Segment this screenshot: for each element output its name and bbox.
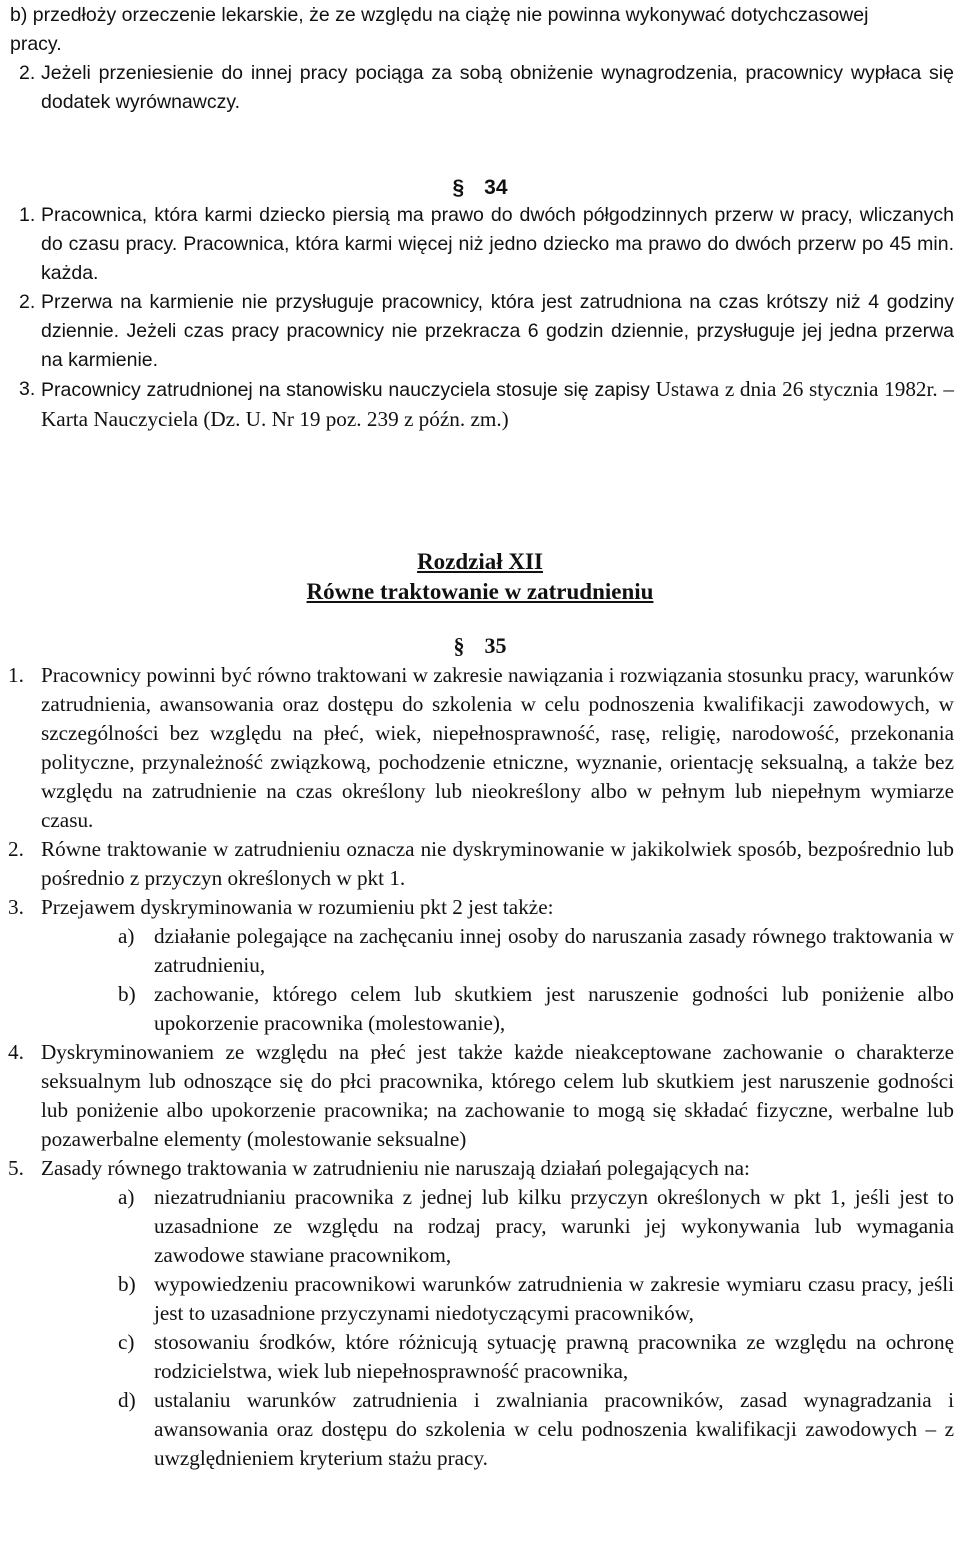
section-sign: §	[453, 633, 465, 658]
paragraph-text: Przejawem dyskryminowania w rozumieniu pkt 2 jest także:	[41, 895, 554, 919]
paragraph-number: 3.	[19, 378, 36, 400]
section-number: 35	[484, 633, 507, 658]
statute-citation: Ustawa z dnia 26 stycznia 1982r. – Karta Nauczyciela (Dz. U. Nr 19 poz. 239 z późn. zm.)	[41, 377, 954, 431]
s35-paragraph-2	[8, 835, 954, 893]
chapter-title: Rozdział XII	[417, 549, 543, 574]
item-label: b)	[10, 4, 28, 26]
paragraph-2	[19, 59, 954, 117]
paragraph-number: 1.	[8, 663, 24, 687]
paragraph-number: 2.	[19, 291, 36, 313]
s35-p5-item-a	[118, 1183, 954, 1270]
paragraph-number: 2.	[19, 62, 36, 84]
s35-p3-item-a	[118, 922, 954, 980]
item-text: przedłoży orzeczenie lekarskie, że ze względu na ciążę nie powinna wykonywać dotychczasowej pracy.	[10, 4, 869, 55]
section-sign: §	[452, 176, 465, 199]
paragraph-text: Zasady równego traktowania w zatrudnieniu nie naruszają działań polegających na:	[41, 1156, 750, 1180]
paragraph-number: 3.	[8, 895, 24, 919]
s35-p5-item-b	[118, 1270, 954, 1328]
section-35-heading	[0, 631, 960, 660]
item-text: wypowiedzeniu pracownikowi warunków zatrudnienia w zakresie wymiaru czasu pracy, jeśli jest to uzasadnione przyczynami niedotyczącymi pracowników,	[154, 1272, 954, 1325]
section-35-body	[8, 661, 954, 1473]
s35-paragraph-1	[8, 661, 954, 835]
paragraph-text: Przerwa na karmienie nie przysługuje pracownicy, która jest zatrudniona na czas krótszy niż 4 godziny dziennie. Jeżeli czas pracy pracownicy nie przekracza 6 godzin dziennie, przysługuje jej jedna przerwa na karmienie.	[41, 291, 954, 371]
paragraph-text: Pracownicy zatrudnionej na stanowisku nauczyciela stosuje się zapisy	[41, 379, 650, 401]
s35-paragraph-5	[8, 1154, 954, 1183]
paragraph-number: 5.	[8, 1156, 24, 1180]
item-label: d)	[118, 1388, 136, 1412]
item-text: niezatrudnianiu pracownika z jednej lub kilku przyczyn określonych w pkt 1, jeśli jest to uzasadnione ze względu na rodzaj pracy, warunki jej wykonywania lub wymagania zawodowe stawiane pracownikom,	[154, 1185, 954, 1267]
item-text: ustalaniu warunków zatrudnienia i zwalniania pracowników, zasad wynagradzania i awansowania oraz dostępu do szkolenia w celu podnoszenia kwalifikacji zawodowych – z uwzględnieniem kryterium stażu pracy.	[154, 1388, 954, 1470]
item-text: stosowaniu środków, które różnicują sytuację prawną pracownika ze względu na ochronę rodzicielstwa, wiek lub niepełnosprawność pracownika,	[154, 1330, 954, 1383]
paragraph-2-block	[19, 59, 954, 117]
section-34-body	[19, 201, 954, 435]
paragraph-text: Pracownica, która karmi dziecko piersią ma prawo do dwóch półgodzinnych przerw w pracy, wliczanych do czasu pracy. Pracownica, która karmi więcej niż jedno dziecko ma prawo do dwóch przerw po 45 min. każda.	[41, 204, 954, 284]
item-label: a)	[118, 1185, 135, 1209]
s35-p5-item-c	[118, 1328, 954, 1386]
paragraph-text: Pracownicy powinni być równo traktowani w zakresie nawiązania i rozwiązania stosunku pracy, warunków zatrudnienia, awansowania oraz dostępu do szkolenia w celu podnoszenia kwalifikacji zawodowych, w szczególności bez względu na płeć, wiek, niepełnosprawność, rasę, religię, narodowość, przekonania polityczne, przynależność związkową, pochodzenie etniczne, wyznanie, orientację seksualną, a także bez względu na zatrudnienie na czas określony lub nieokreślony albo w pełnym lub niepełnym wymiarze czasu.	[41, 663, 954, 832]
paragraph-number: 1.	[19, 204, 36, 226]
section-34-heading	[0, 173, 960, 202]
item-text: zachowanie, którego celem lub skutkiem jest naruszenie godności lub poniżenie albo upokorzenie pracownika (molestowanie),	[154, 982, 954, 1035]
item-text: działanie polegające na zachęcaniu innej osoby do naruszania zasady równego traktowania w zatrudnieniu,	[154, 924, 954, 977]
paragraph-number: 4.	[8, 1040, 24, 1064]
section-number: 34	[484, 176, 508, 199]
item-label: b)	[118, 982, 136, 1006]
chapter-subtitle: Równe traktowanie w zatrudnieniu	[306, 579, 654, 604]
item-label: a)	[118, 924, 135, 948]
item-b-continuation	[10, 1, 870, 59]
item-label: b)	[118, 1272, 136, 1296]
s35-paragraph-4	[8, 1038, 954, 1154]
s34-paragraph-1	[19, 201, 954, 288]
paragraph-text: Dyskryminowaniem ze względu na płeć jest także każde nieakceptowane zachowanie o charakterze seksualnym lub odnoszące się do płci pracownika, którego celem lub skutkiem jest naruszenie godności lub poniżenie albo upokorzenie pracownika; na zachowanie to mogą się składać fizyczne, werbalne lub pozawerbalne elementy (molestowanie seksualne)	[41, 1040, 954, 1151]
s35-p5-item-d	[118, 1386, 954, 1473]
s34-paragraph-3	[19, 375, 954, 435]
item-label: c)	[118, 1330, 135, 1354]
s34-paragraph-2	[19, 288, 954, 375]
s35-paragraph-3	[8, 893, 954, 922]
paragraph-number: 2.	[8, 837, 24, 861]
paragraph-text: Równe traktowanie w zatrudnieniu oznacza nie dyskryminowanie w jakikolwiek sposób, bezpośrednio lub pośrednio z przyczyn określonych w pkt 1.	[41, 837, 954, 890]
s35-p3-item-b	[118, 980, 954, 1038]
paragraph-text: Jeżeli przeniesienie do innej pracy pociąga za sobą obniżenie wynagrodzenia, pracownicy wypłaca się dodatek wyrównawczy.	[41, 62, 954, 113]
